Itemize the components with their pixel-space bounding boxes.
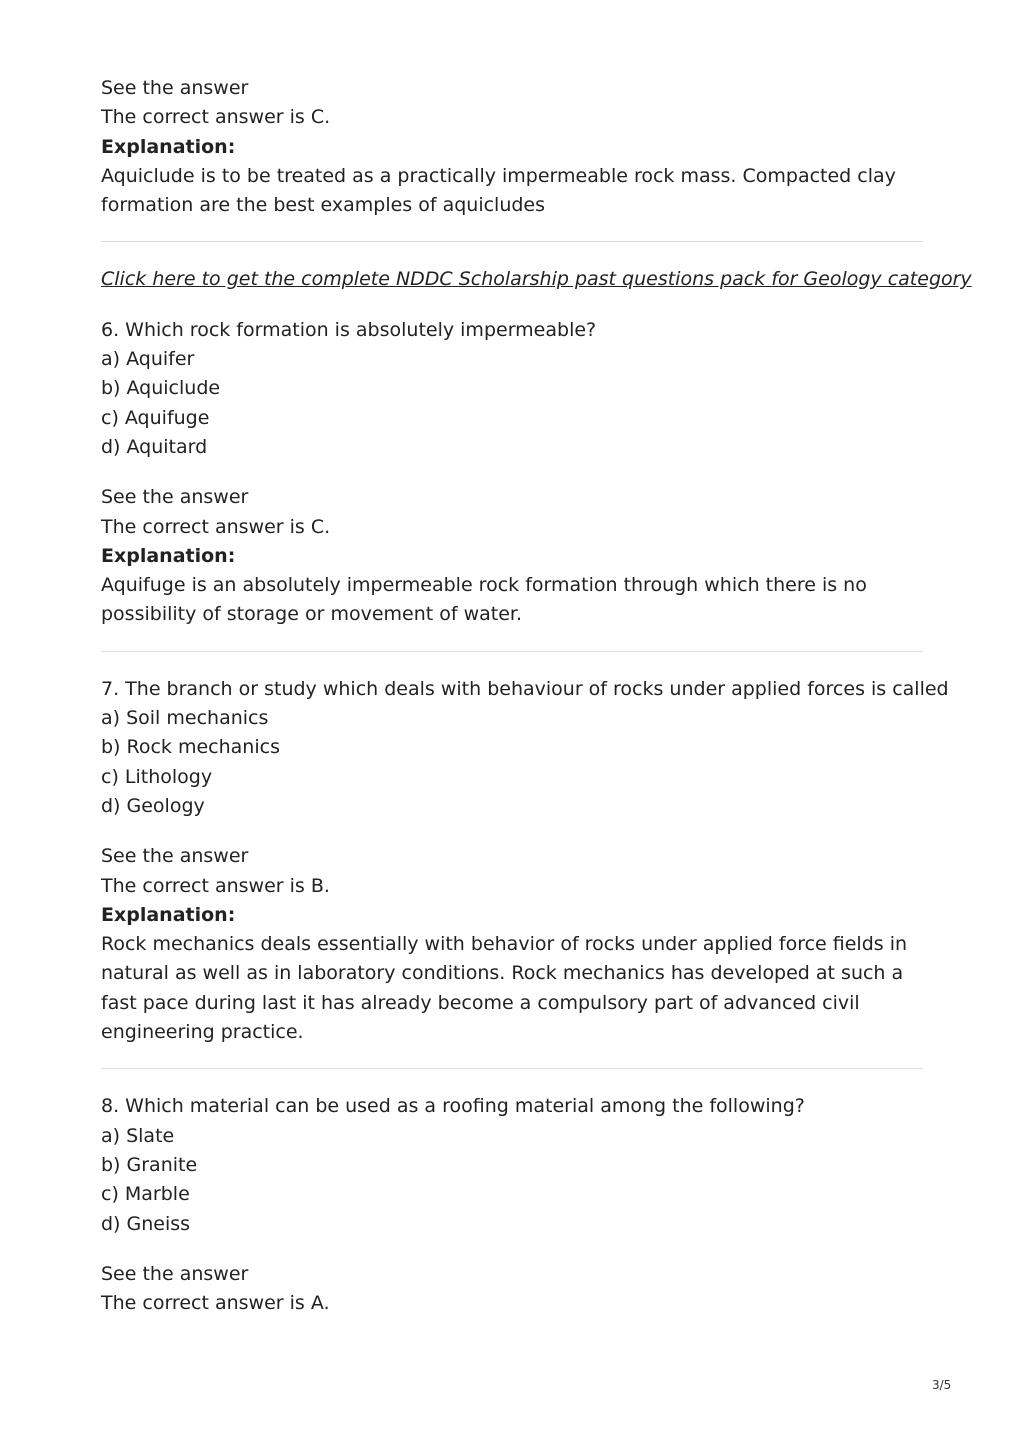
question-text: 7. The branch or study which deals with behaviour of rocks under applied forces is called [101,677,949,700]
option-b: b) Aquiclude [101,377,221,400]
explanation-text: Aquiclude is to be treated as a practically impermeable rock mass. Compacted clay formation are the best examples of aquicludes [101,164,896,217]
option-a: a) Slate [101,1124,175,1147]
explanation-text: Aquifuge is an absolutely impermeable rock formation through which there is no possibility of storage or movement of water. [101,574,867,626]
answer-block-q5 [101,74,923,220]
option-c: c) Marble [101,1183,190,1206]
option-d: d) Gneiss [101,1212,191,1235]
option-b: b) Granite [101,1153,198,1176]
geology-pack-link[interactable]: Click here to get the complete NDDC Scholarship past questions pack for Geology category [101,268,972,291]
explanation-label: Explanation: [101,903,236,926]
see-answer-toggle[interactable]: See the answer [101,845,249,868]
page-number: 3/5 [932,1378,952,1392]
answer-block-q8 [101,1260,923,1319]
option-a: a) Soil mechanics [101,707,269,730]
options-list [101,704,923,821]
option-d: d) Aquitard [101,435,208,458]
option-d: d) Geology [101,794,205,817]
option-c: c) Lithology [101,765,213,788]
explanation-label: Explanation: [101,135,236,158]
option-a: a) Aquifer [101,348,195,371]
section-divider [101,1068,923,1069]
correct-answer-text: The correct answer is A. [101,1292,330,1315]
section-divider [101,651,923,652]
question-block-7 [101,675,949,1048]
correct-answer-text: The correct answer is C. [101,106,331,129]
document-page [101,74,972,1318]
correct-answer-text: The correct answer is C. [101,515,331,538]
question-block-8 [101,1092,923,1318]
section-divider [101,241,923,242]
option-c: c) Aquifuge [101,406,210,429]
option-b: b) Rock mechanics [101,736,280,759]
explanation-label: Explanation: [101,544,236,567]
question-text: 8. Which material can be used as a roofing material among the following? [101,1095,805,1118]
question-block-6 [101,316,923,630]
correct-answer-text: The correct answer is B. [101,874,330,897]
answer-block-q6 [101,483,923,629]
options-list [101,345,923,462]
explanation-text: Rock mechanics deals essentially with behavior of rocks under applied force fields in natural as well as in laboratory conditions. Rock mechanics has developed at such a fast pace during last it has already become a compulsory part of advanced civil engineering practice. [101,933,908,1044]
see-answer-toggle[interactable]: See the answer [101,1262,249,1285]
options-list [101,1122,923,1239]
see-answer-toggle[interactable]: See the answer [101,486,249,509]
answer-block-q7 [101,842,923,1047]
see-answer-toggle[interactable]: See the answer [101,77,249,99]
question-text: 6. Which rock formation is absolutely impermeable? [101,318,597,341]
